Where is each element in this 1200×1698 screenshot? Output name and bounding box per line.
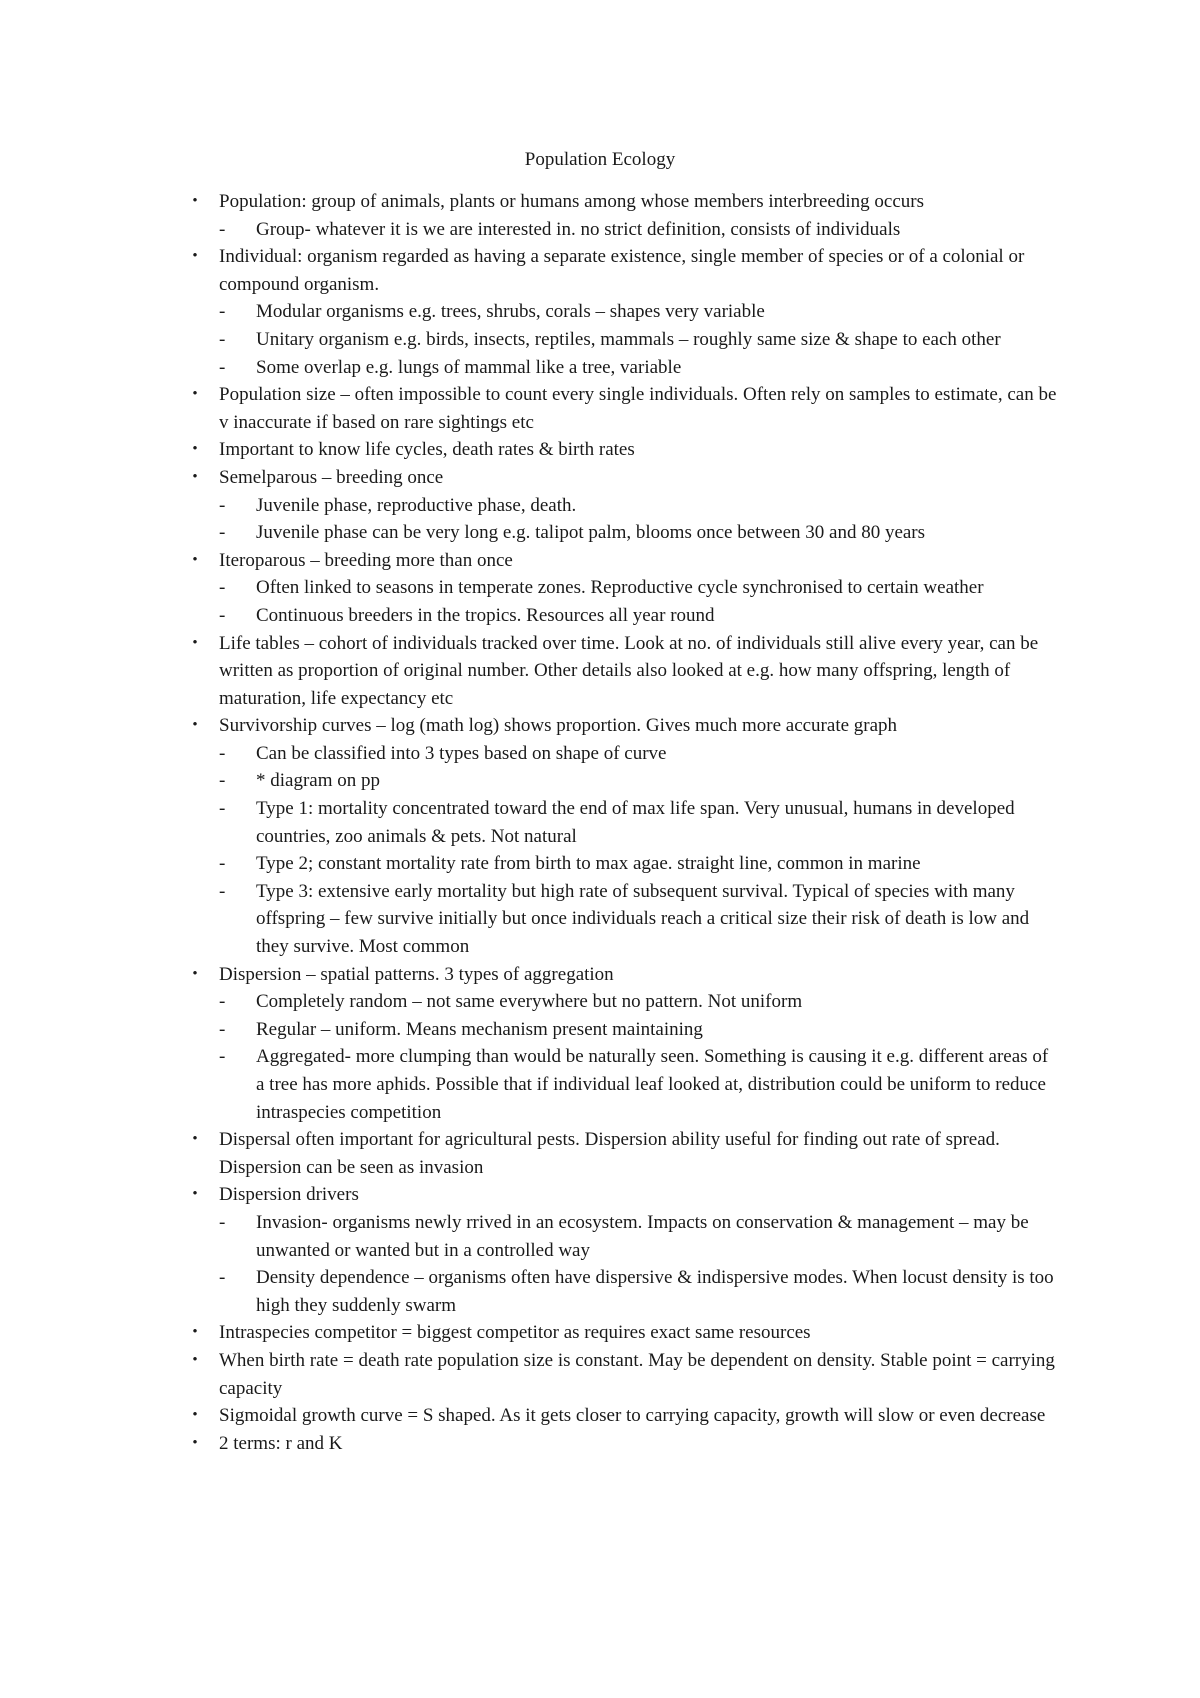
bullet-item xyxy=(192,464,1059,547)
sub-list xyxy=(219,298,1059,381)
sub-item xyxy=(219,1209,1059,1264)
sub-item-text: Some overlap e.g. lungs of mammal like a tree, variable xyxy=(256,356,682,378)
dash-icon: - xyxy=(219,494,226,516)
dash-icon: - xyxy=(219,356,226,378)
sub-item xyxy=(219,326,1059,354)
sub-item-text: * diagram on pp xyxy=(256,770,381,792)
sub-item xyxy=(219,492,1059,520)
bullet-icon: • xyxy=(192,551,198,568)
bullet-icon: • xyxy=(192,1434,198,1451)
bullet-item xyxy=(192,1430,1059,1458)
sub-list xyxy=(219,988,1059,1126)
dash-icon: - xyxy=(219,604,226,626)
bullet-item xyxy=(192,1319,1059,1347)
sub-item xyxy=(219,519,1059,547)
dash-icon: - xyxy=(219,577,226,599)
sub-item-text: Type 2; constant mortality rate from birth to max agae. straight line, common in marine xyxy=(256,853,921,875)
bullet-item xyxy=(192,961,1059,1127)
bullet-item xyxy=(192,1402,1059,1430)
bullet-icon: • xyxy=(192,1324,198,1341)
sub-list xyxy=(219,740,1059,961)
sub-item xyxy=(219,216,1059,244)
sub-item xyxy=(219,602,1059,630)
bullet-item xyxy=(192,1347,1059,1402)
sub-item xyxy=(219,850,1059,878)
sub-item-text: Juvenile phase, reproductive phase, death. xyxy=(256,494,577,516)
bullet-icon: • xyxy=(192,1186,198,1203)
sub-list xyxy=(219,574,1059,629)
sub-item-text: Unitary organism e.g. birds, insects, reptiles, mammals – roughly same size & shape to each other xyxy=(256,328,1001,350)
dash-icon: - xyxy=(219,853,226,875)
dash-icon: - xyxy=(219,1046,226,1068)
bullet-item xyxy=(192,712,1059,960)
bullet-text: Iteroparous – breeding more than once xyxy=(219,549,513,571)
sub-item xyxy=(219,1016,1059,1044)
sub-item-text: Juvenile phase can be very long e.g. talipot palm, blooms once between 30 and 80 years xyxy=(256,522,926,544)
bullet-item xyxy=(192,381,1059,436)
sub-item-text: Aggregated- more clumping than would be naturally seen. Something is causing it e.g. different areas of a tree has more aphids. Possible that if individual leaf looked at, distribution could be uniform to reduce intraspecies competition xyxy=(256,1046,1049,1123)
sub-item xyxy=(219,354,1059,382)
dash-icon: - xyxy=(219,1018,226,1040)
bullet-item xyxy=(192,630,1059,713)
sub-item-text: Type 1: mortality concentrated toward the end of max life span. Very unusual, humans in developed countries, zoo animals & pets. Not natural xyxy=(256,798,1015,847)
dash-icon: - xyxy=(219,742,226,764)
sub-item xyxy=(219,574,1059,602)
page-title: Population Ecology xyxy=(524,149,676,170)
sub-item-text: Group- whatever it is we are interested in. no strict definition, consists of individuals xyxy=(256,218,901,240)
bullet-text: When birth rate = death rate population size is constant. May be dependent on density. Stable point = carrying capacity xyxy=(219,1349,1055,1399)
sub-list xyxy=(219,216,1059,244)
bullet-text: Important to know life cycles, death rates & birth rates xyxy=(219,439,635,461)
sub-item xyxy=(219,767,1059,795)
sub-item xyxy=(219,740,1059,768)
sub-item-text: Often linked to seasons in temperate zones. Reproductive cycle synchronised to certain weather xyxy=(256,577,984,599)
dash-icon: - xyxy=(219,1211,226,1233)
sub-item xyxy=(219,988,1059,1016)
bullet-item xyxy=(192,436,1059,464)
bullet-text: Semelparous – breeding once xyxy=(219,466,444,488)
bullet-text: Individual: organism regarded as having a separate existence, single member of species or of a colonial or compound organism. xyxy=(219,246,1025,295)
bullet-item xyxy=(192,243,1059,381)
dash-icon: - xyxy=(219,770,226,792)
sub-item-text: Regular – uniform. Means mechanism present maintaining xyxy=(256,1018,703,1040)
bullet-text: 2 terms: r and K xyxy=(219,1432,343,1454)
bullet-icon: • xyxy=(192,386,198,403)
bullet-icon: • xyxy=(192,441,198,458)
sub-item xyxy=(219,1043,1059,1126)
bullet-icon: • xyxy=(192,193,198,209)
sub-item-text: Type 3: extensive early mortality but high rate of subsequent survival. Typical of species with many offspring – few survive initially but once individuals reach a critical size their risk of death is low and they survive. Most common xyxy=(256,880,1030,958)
sub-item xyxy=(219,298,1059,326)
bullet-text: Sigmoidal growth curve = S shaped. As it gets closer to carrying capacity, growth will slow or even decrease xyxy=(219,1405,1046,1427)
dash-icon: - xyxy=(219,880,226,902)
bullet-item xyxy=(192,1181,1059,1319)
bullet-icon: • xyxy=(192,1407,198,1424)
sub-item-text: Can be classified into 3 types based on shape of curve xyxy=(256,742,667,764)
bullet-text: Population: group of animals, plants or humans among whose members interbreeding occurs xyxy=(219,191,924,212)
sub-item xyxy=(219,795,1059,850)
dash-icon: - xyxy=(219,301,226,323)
dash-icon: - xyxy=(219,328,226,350)
sub-item-text: Modular organisms e.g. trees, shrubs, corals – shapes very variable xyxy=(256,301,765,323)
dash-icon: - xyxy=(219,522,226,544)
bullet-item xyxy=(192,188,1059,243)
bullet-text: Population size – often impossible to count every single individuals. Often rely on samples to estimate, can be v inaccurate if based on rare sightings etc xyxy=(219,384,1057,433)
bullet-text: Dispersion – spatial patterns. 3 types of aggregation xyxy=(219,963,614,985)
bullet-text: Survivorship curves – log (math log) shows proportion. Gives much more accurate graph xyxy=(219,715,898,737)
bullet-text: Intraspecies competitor = biggest competitor as requires exact same resources xyxy=(219,1322,811,1344)
bullet-item xyxy=(192,547,1059,630)
dash-icon: - xyxy=(219,1267,226,1289)
sub-item xyxy=(219,1264,1059,1319)
bullet-text: Dispersal often important for agricultural pests. Dispersion ability useful for finding out rate of spread. Dispersion can be seen as invasion xyxy=(219,1129,1000,1178)
bullet-text: Life tables – cohort of individuals tracked over time. Look at no. of individuals still alive every year, can be written as proportion of original number. Other details also looked at e.g. how many offspring, length of maturation, life expectancy etc xyxy=(219,632,1039,709)
bullet-icon: • xyxy=(192,965,198,982)
sub-list xyxy=(219,492,1059,547)
bullet-icon: • xyxy=(192,468,198,485)
dash-icon: - xyxy=(219,218,226,240)
bullet-icon: • xyxy=(192,248,198,265)
bullet-icon: • xyxy=(192,1131,198,1148)
sub-item-text: Continuous breeders in the tropics. Resources all year round xyxy=(256,604,715,626)
sub-item-text: Completely random – not same everywhere but no pattern. Not uniform xyxy=(256,991,803,1013)
bullet-item xyxy=(192,1126,1059,1181)
sub-item-text: Density dependence – organisms often have dispersive & indispersive modes. When locust density is too high they suddenly swarm xyxy=(256,1267,1054,1316)
bullet-icon: • xyxy=(192,717,198,734)
bullet-icon: • xyxy=(192,634,198,651)
bullet-icon: • xyxy=(192,1351,198,1368)
dash-icon: - xyxy=(219,798,226,820)
sub-item-text: Invasion- organisms newly rrived in an ecosystem. Impacts on conservation & management – may be unwanted or wanted but in a controlled way xyxy=(256,1211,1029,1261)
notes-list xyxy=(192,188,1059,1457)
sub-list xyxy=(219,1209,1059,1319)
dash-icon: - xyxy=(219,991,226,1013)
bullet-text: Dispersion drivers xyxy=(219,1184,359,1206)
sub-item xyxy=(219,878,1059,961)
